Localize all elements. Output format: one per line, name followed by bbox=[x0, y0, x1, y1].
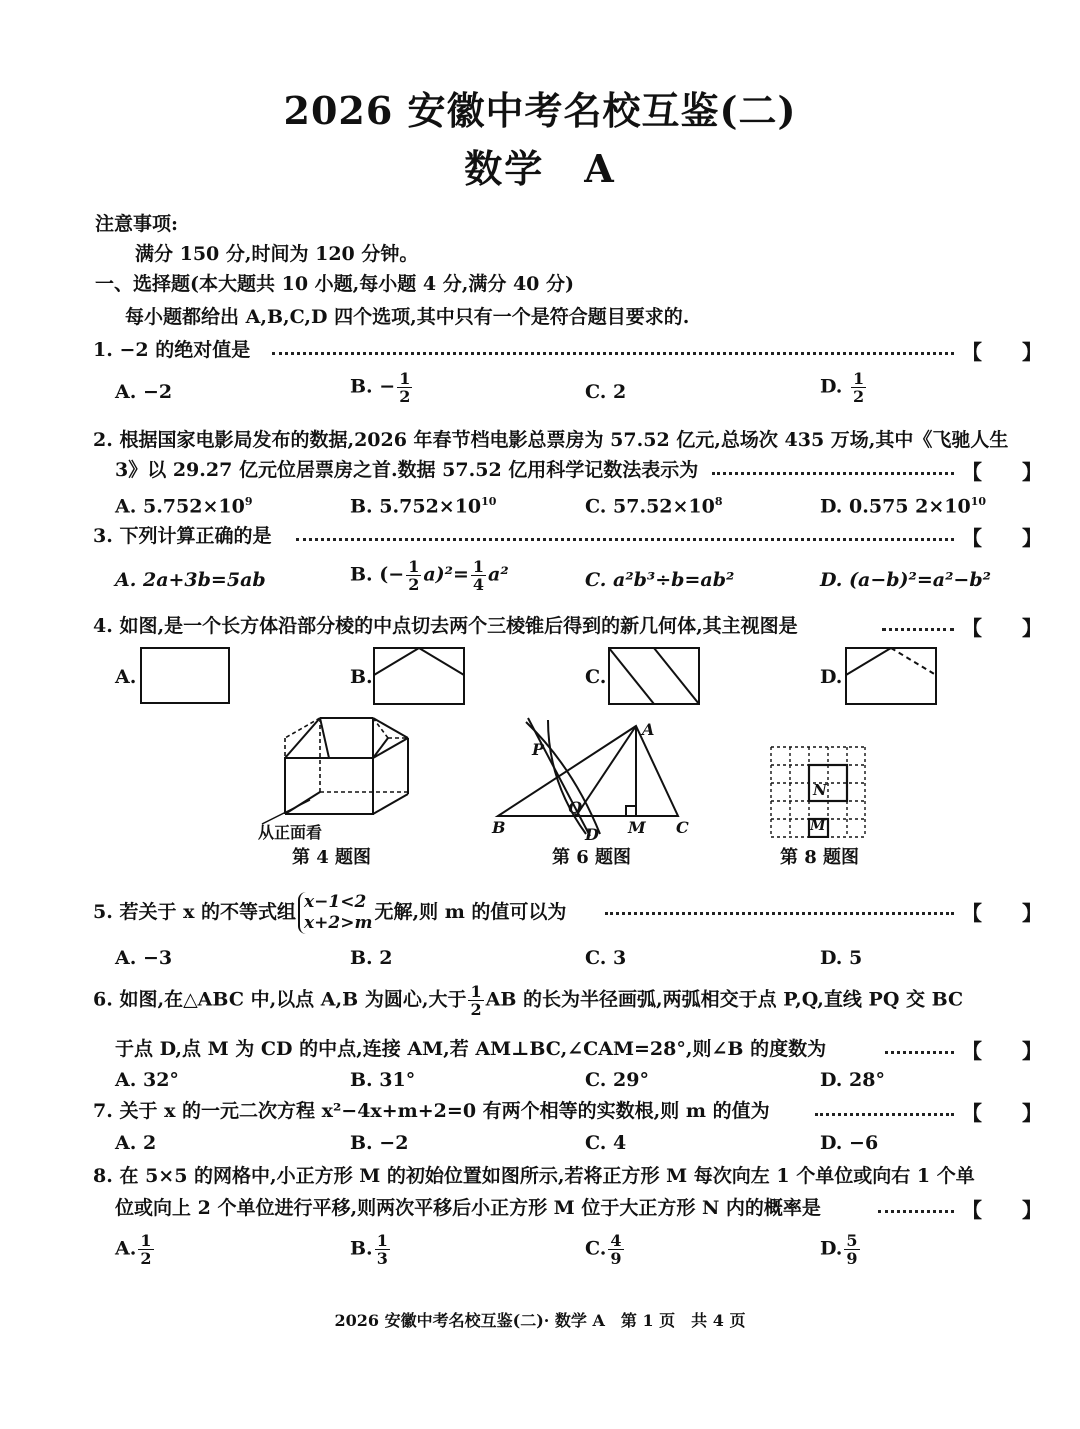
fig6-triangle bbox=[488, 712, 698, 842]
q5-stem: 5. 若关于 x 的不等式组 x−1<2 x+2>m 无解,则 m 的值可以为 bbox=[93, 892, 567, 933]
q2-dots bbox=[712, 472, 954, 475]
fig6-point-q: Q bbox=[568, 798, 582, 817]
q4-dots bbox=[882, 628, 954, 631]
q4-option-b-label: B. bbox=[350, 666, 373, 688]
q8-line2: 位或向上 2 个单位进行平移,则两次平移后小正方形 M 位于大正方形 N 内的概率是 bbox=[115, 1197, 821, 1219]
q2-line1: 2. 根据国家电影局发布的数据,2026 年春节档电影总票房为 57.52 亿元,总场次 435 万场,其中《飞驰人生 bbox=[93, 429, 1009, 451]
q8-option-d: D. $\frac{5}{9}$ bbox=[820, 1231, 858, 1268]
fig8-caption: 第 8 题图 bbox=[780, 847, 860, 868]
q7-option-d: D. −6 bbox=[820, 1132, 879, 1154]
q7-option-a: A. 2 bbox=[115, 1132, 157, 1154]
notice-heading: 注意事项: bbox=[95, 213, 179, 235]
q1-dots bbox=[272, 352, 954, 355]
q6-dots bbox=[885, 1051, 954, 1054]
q3-option-d: D. (a−b)²=a²−b² bbox=[820, 569, 991, 591]
q8-line1: 8. 在 5×5 的网格中,小正方形 M 的初始位置如图所示,若将正方形 M 每次向左 1 个单位或向右 1 个单 bbox=[93, 1165, 975, 1187]
q5-answer-bracket: 【 】 bbox=[962, 901, 1042, 925]
q6-answer-bracket: 【 】 bbox=[962, 1039, 1042, 1063]
q8-option-b: B. $\frac{1}{3}$ bbox=[350, 1231, 388, 1268]
q1-stem: 1. −2 的绝对值是 bbox=[93, 339, 251, 361]
fig6-point-p: P bbox=[532, 740, 545, 759]
q2-answer-bracket: 【 】 bbox=[962, 460, 1042, 484]
fig4-solid bbox=[250, 712, 420, 837]
q3-answer-bracket: 【 】 bbox=[962, 526, 1042, 550]
fig8-label-n: N bbox=[813, 781, 827, 799]
q5-option-a: A. −3 bbox=[115, 947, 173, 969]
q4-option-a-rectangle bbox=[140, 647, 230, 704]
q4-option-c-label: C. bbox=[585, 666, 607, 688]
q4-option-d-figure bbox=[845, 647, 937, 705]
q5-dots bbox=[605, 912, 954, 915]
fig6-point-c: C bbox=[676, 818, 689, 837]
q1-option-d: D. $\frac{1}{2}$ bbox=[820, 369, 865, 406]
q6-line1: 6. 如图,在△ABC 中,以点 A,B 为圆心,大于 $\frac{1}{2}$ AB 的长为半径画弧,两弧相交于点 P,Q,直线 PQ 交 BC bbox=[93, 982, 964, 1019]
notice-body: 满分 150 分,时间为 120 分钟。 bbox=[135, 243, 419, 265]
q4-option-d-label: D. bbox=[820, 666, 843, 688]
section1-intro: 每小题都给出 A,B,C,D 四个选项,其中只有一个是符合题目要求的. bbox=[125, 306, 690, 328]
exam-subtitle: 数学 A bbox=[464, 146, 616, 191]
fig8-label-m: M bbox=[810, 818, 826, 834]
q7-stem: 7. 关于 x 的一元二次方程 x²−4x+m+2=0 有两个相等的实数根,则 m 的值为 bbox=[93, 1100, 770, 1122]
fig4-view-label: 从正面看 bbox=[258, 823, 323, 842]
q2-line2: 3》以 29.27 亿元位居票房之首.数据 57.52 亿用科学记数法表示为 bbox=[115, 459, 699, 481]
q6-line2: 于点 D,点 M 为 CD 的中点,连接 AM,若 AM⊥BC,∠CAM=28°,则∠B 的度数为 bbox=[115, 1038, 827, 1060]
q4-answer-bracket: 【 】 bbox=[962, 616, 1042, 640]
fig6-point-d: D bbox=[585, 825, 599, 844]
q4-stem: 4. 如图,是一个长方体沿部分棱的中点切去两个三棱锥后得到的新几何体,其主视图是 bbox=[93, 615, 798, 637]
q4-option-a-label: A. bbox=[115, 666, 137, 688]
q7-option-c: C. 4 bbox=[585, 1132, 627, 1154]
q8-answer-bracket: 【 】 bbox=[962, 1198, 1042, 1222]
q1-option-a: A. −2 bbox=[115, 381, 173, 403]
page-footer: 2026 安徽中考名校互鉴(二)· 数学 A 第 1 页 共 4 页 bbox=[334, 1311, 746, 1330]
q6-option-c: C. 29° bbox=[585, 1069, 649, 1091]
q5-option-b: B. 2 bbox=[350, 947, 393, 969]
q1-option-c: C. 2 bbox=[585, 381, 627, 403]
fig6-caption: 第 6 题图 bbox=[552, 847, 632, 868]
fig6-point-b: B bbox=[492, 818, 506, 837]
q8-option-a: A. $\frac{1}{2}$ bbox=[115, 1231, 152, 1268]
q3-dots bbox=[296, 538, 954, 541]
q8-option-c: C. $\frac{4}{9}$ bbox=[585, 1231, 622, 1268]
q3-stem: 3. 下列计算正确的是 bbox=[93, 525, 272, 547]
q1-option-b: B. − $\frac{1}{2}$ bbox=[350, 369, 411, 406]
section1-heading: 一、选择题(本大题共 10 小题,每小题 4 分,满分 40 分) bbox=[95, 273, 574, 295]
fig6-point-a: A bbox=[642, 720, 655, 739]
q4-option-b-figure bbox=[373, 647, 465, 705]
q2-option-b: B. $5.752\times 10^{10}$ bbox=[350, 495, 497, 518]
q6-option-b: B. 31° bbox=[350, 1069, 416, 1091]
q2-option-a: A. $5.752\times 10^9$ bbox=[115, 495, 253, 518]
q4-option-c-figure bbox=[608, 647, 700, 705]
q5-option-d: D. 5 bbox=[820, 947, 863, 969]
fig6-point-m: M bbox=[628, 818, 646, 837]
fig4-caption: 第 4 题图 bbox=[292, 847, 372, 868]
q3-option-a: A. 2a+3b=5ab bbox=[115, 569, 266, 591]
q3-option-b: B. (− $\frac{1}{2}$ a)²= $\frac{1}{4}$ a² bbox=[350, 557, 509, 594]
q7-answer-bracket: 【 】 bbox=[962, 1101, 1042, 1125]
q1-answer-bracket: 【 】 bbox=[962, 340, 1042, 364]
q2-option-d: D. 0.575 $2\times 10^{10}$ bbox=[820, 495, 987, 518]
q5-option-c: C. 3 bbox=[585, 947, 627, 969]
q6-option-d: D. 28° bbox=[820, 1069, 885, 1091]
q7-option-b: B. −2 bbox=[350, 1132, 409, 1154]
q8-dots bbox=[878, 1210, 954, 1213]
q7-dots bbox=[815, 1113, 954, 1116]
q3-option-c: C. a²b³÷b=ab² bbox=[585, 569, 735, 591]
exam-title: 2026 安徽中考名校互鉴(二) bbox=[283, 88, 797, 133]
q2-option-c: C. $57.52\times 10^8$ bbox=[585, 495, 723, 518]
q6-option-a: A. 32° bbox=[115, 1069, 179, 1091]
